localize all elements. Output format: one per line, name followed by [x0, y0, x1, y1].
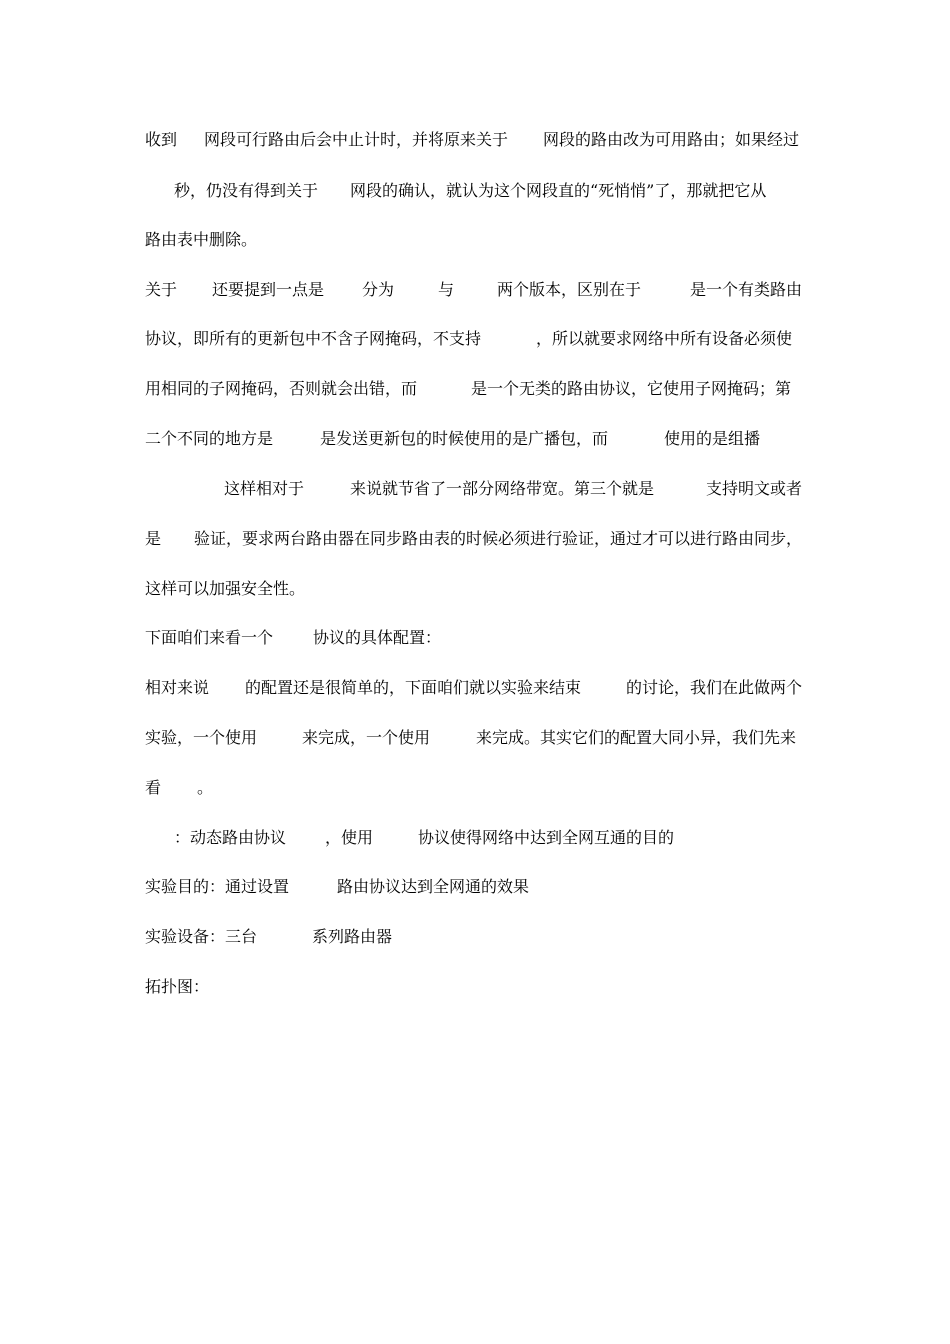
text-segment: 这样相对于	[224, 479, 305, 498]
text-segment: 。	[197, 778, 214, 797]
text-segment: 实验设备：三台	[145, 927, 258, 946]
text-segment: ，所以就要求网络中所有设备必须使	[536, 329, 793, 348]
text-segment: 使用的是组播	[664, 429, 761, 448]
text-segment: ：动态路由协议	[174, 828, 287, 847]
text-segment: 的讨论，我们在此做两个	[626, 678, 803, 697]
text-segment: 分为	[362, 280, 395, 299]
text-segment: ，使用	[325, 828, 374, 847]
text-segment: 支持明文或者	[706, 479, 803, 498]
text-segment: 协议使得网络中达到全网互通的目的	[418, 828, 675, 847]
text-segment: 协议的具体配置：	[313, 628, 442, 647]
text-segment: 实验目的：通过设置	[145, 877, 290, 896]
text-segment: 网段可行路由后会中止计时，并将原来关于	[204, 130, 509, 149]
text-segment: 是	[145, 529, 162, 548]
text-segment: 网段的确认，就认为这个网段直的“死悄悄”了，那就把它从	[350, 181, 767, 200]
text-segment: 秒，仍没有得到关于	[174, 181, 319, 200]
text-segment: 用相同的子网掩码，否则就会出错，而	[145, 379, 418, 398]
text-segment: 这样可以加强安全性。	[145, 579, 306, 598]
text-segment: 路由协议达到全网通的效果	[337, 877, 530, 896]
text-segment: 的配置还是很简单的，下面咱们就以实验来结束	[245, 678, 582, 697]
text-segment: 收到	[145, 130, 178, 149]
text-segment: 协议，即所有的更新包中不含子网掩码，不支持	[145, 329, 482, 348]
text-segment: 还要提到一点是	[212, 280, 325, 299]
text-segment: 路由表中删除。	[145, 230, 258, 249]
text-segment: 下面咱们来看一个	[145, 628, 274, 647]
text-segment: 验证，要求两台路由器在同步路由表的时候必须进行验证，通过才可以进行路由同步，	[194, 529, 803, 548]
text-segment: 来说就节省了一部分网络带宽。第三个就是	[350, 479, 655, 498]
text-segment: 网段的路由改为可用路由；如果经过	[543, 130, 800, 149]
text-segment: 与	[438, 280, 455, 299]
text-segment: 是一个无类的路由协议，它使用子网掩码；第	[471, 379, 792, 398]
text-segment: 实验，一个使用	[145, 728, 258, 747]
text-segment: 是一个有类路由	[690, 280, 803, 299]
text-segment: 来完成，一个使用	[302, 728, 431, 747]
text-segment: 拓扑图：	[145, 977, 210, 996]
text-segment: 相对来说	[145, 678, 210, 697]
text-segment: 来完成。其实它们的配置大同小异，我们先来	[476, 728, 797, 747]
text-segment: 两个版本，区别在于	[497, 280, 642, 299]
text-segment: 看	[145, 778, 162, 797]
text-segment: 是发送更新包的时候使用的是广播包，而	[320, 429, 609, 448]
text-segment: 关于	[145, 280, 178, 299]
text-segment: 系列路由器	[312, 927, 393, 946]
text-segment: 二个不同的地方是	[145, 429, 274, 448]
